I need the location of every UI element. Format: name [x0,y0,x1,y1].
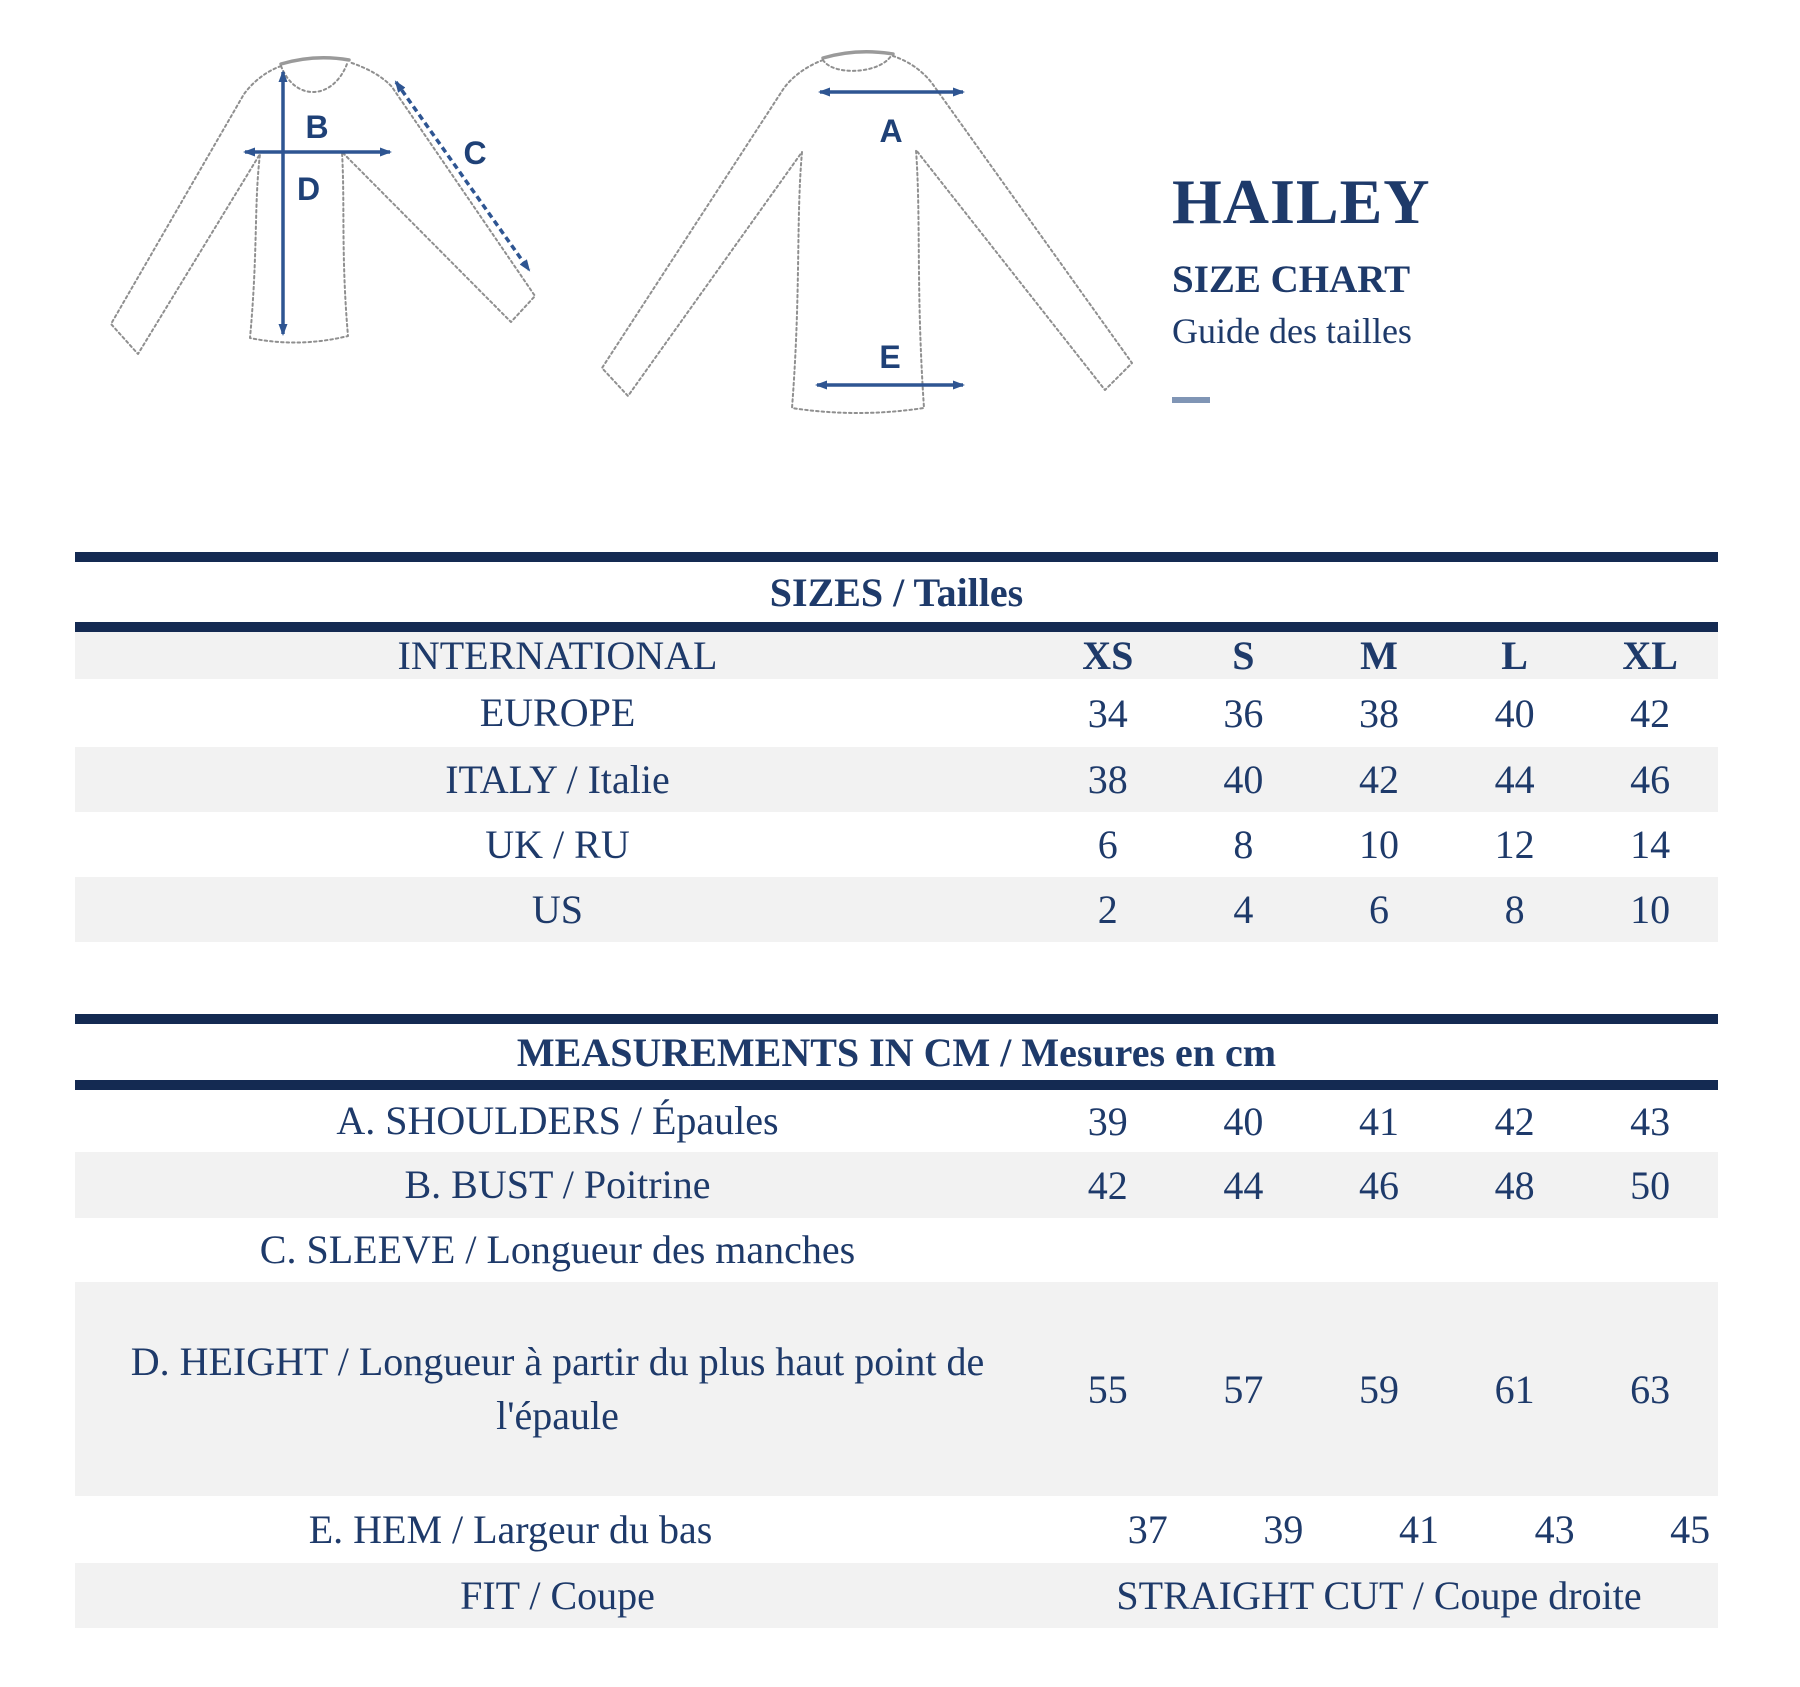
cell-value: S [1232,633,1255,678]
cell-value: 8 [1504,887,1525,932]
divider-dash [1172,397,1210,403]
neckline [823,56,891,71]
cell-value: 63 [1630,1366,1671,1412]
cell-value: 10 [1358,822,1399,867]
row-label: C. SLEEVE / Longueur des manches [259,1227,856,1272]
sizes-table-title: SIZES / Tailles [769,569,1024,615]
table-row [75,812,1718,877]
table-row [75,1496,1718,1563]
cell-value: 48 [1494,1162,1535,1208]
row-value-span: STRAIGHT CUT / Coupe droite [1116,1573,1642,1618]
size-chart-heading: SIZE CHART [1172,258,1411,301]
cell-value: 6 [1368,887,1389,932]
cell-value: 12 [1494,822,1535,867]
cell-value: 40 [1223,757,1264,802]
cell-value: XL [1622,633,1678,678]
cell-value: 38 [1087,757,1128,802]
table-row [75,1218,1718,1282]
cell-value: 37 [1127,1507,1168,1552]
cell-value: 39 [1087,1098,1128,1144]
measurements-table-title: MEASUREMENTS IN CM / Mesures en cm [516,1029,1277,1075]
cell-value: 50 [1630,1162,1671,1208]
cell-value: 8 [1233,822,1254,867]
table-rule [75,1080,1718,1090]
cell-value: 44 [1223,1162,1264,1208]
cell-value: 40 [1223,1098,1264,1144]
cell-value: 44 [1494,757,1535,802]
cell-value: L [1501,633,1528,678]
table-row [75,1563,1718,1628]
neckline [281,64,347,92]
table-row [75,1090,1718,1152]
sizes-table-rows [75,632,1718,942]
row-label: INTERNATIONAL [397,632,718,678]
sizes-table [75,552,1718,942]
cell-value: 41 [1398,1507,1439,1552]
row-label: ITALY / Italie [445,756,670,802]
measurements-table [75,1014,1718,1628]
measure-arrow-c [396,82,529,270]
measure-label-a: A [879,113,903,149]
measure-label-d: D [297,171,321,207]
measurements-table-rows [75,1090,1718,1628]
cell-value: 42 [1494,1098,1535,1144]
cell-value: 45 [1670,1507,1711,1552]
cell-value: 55 [1087,1366,1128,1412]
cell-value: 43 [1534,1507,1575,1552]
row-label: US [531,886,584,932]
row-label: E. HEM / Largeur du bas [308,1506,713,1552]
table-row [75,747,1718,812]
table-row [75,1152,1718,1218]
cell-value: 42 [1358,757,1399,802]
row-label: D. HEIGHT / Longueur à partir du plus haut point de l'épaule [130,1339,985,1438]
cell-value: 2 [1097,887,1118,932]
cell-value: 4 [1233,887,1254,932]
cell-value: 6 [1097,822,1118,867]
measure-label-b: B [305,109,329,145]
cell-value: 34 [1087,690,1128,736]
row-label: FIT / Coupe [460,1572,655,1618]
garment-outline [111,62,535,354]
table-row [75,1282,1718,1496]
cell-value: 10 [1630,887,1671,932]
product-name: HAILEY [1172,166,1431,237]
cell-value: 39 [1263,1507,1304,1552]
collar-line [823,52,893,58]
measure-label-c: C [463,135,487,171]
cell-value: 42 [1630,690,1671,736]
cell-value: 46 [1630,757,1671,802]
table-row [75,679,1718,747]
cell-value: 40 [1494,690,1535,736]
cell-value: XS [1082,633,1134,678]
size-chart-heading-fr: Guide des tailles [1172,311,1412,351]
garment-back-diagram [535,40,1185,440]
cell-value: 36 [1223,690,1264,736]
title-block [1172,166,1431,403]
measure-label-e: E [879,339,901,375]
table-rule [75,552,1718,562]
cell-value: 59 [1358,1366,1399,1412]
cell-value: 43 [1630,1098,1671,1144]
row-label: B. BUST / Poitrine [404,1162,711,1207]
row-label: UK / RU [485,821,630,867]
cell-value: 38 [1358,690,1399,736]
table-rule [75,1014,1718,1024]
cell-value: 46 [1358,1162,1399,1208]
table-row [75,632,1718,679]
row-label: EUROPE [479,690,636,735]
cell-value: 42 [1087,1162,1128,1208]
table-row [75,877,1718,942]
cell-value: 57 [1223,1366,1264,1412]
cell-value: 14 [1630,822,1671,867]
cell-value: 41 [1358,1098,1399,1144]
garment-outline [602,56,1132,413]
collar-line [281,58,349,64]
cell-value: 61 [1494,1366,1535,1412]
row-label: A. SHOULDERS / Épaules [336,1098,779,1143]
cell-value: M [1360,633,1398,678]
